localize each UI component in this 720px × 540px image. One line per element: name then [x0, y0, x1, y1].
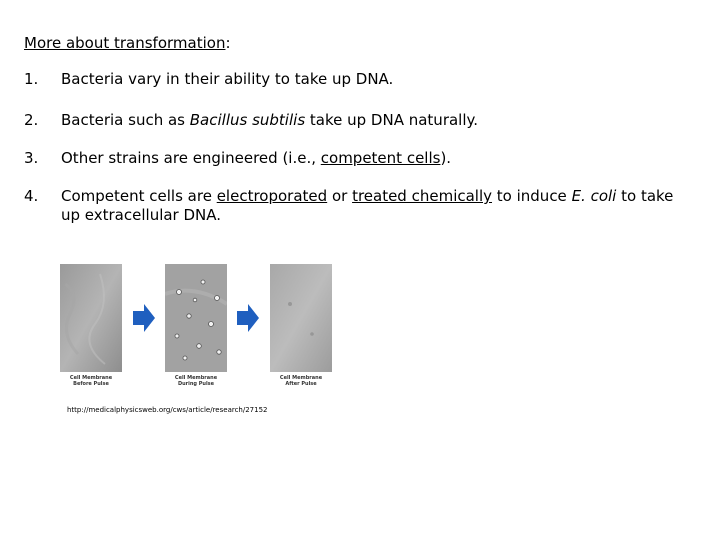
text-run: to induce — [492, 187, 572, 205]
item-number: 3. — [24, 149, 39, 167]
title-colon: : — [225, 34, 231, 52]
caption-line: Cell Membrane — [279, 375, 323, 381]
caption-after-pulse — [270, 375, 332, 387]
caption-before-pulse — [60, 375, 122, 387]
term-electroporated: electroporated — [216, 187, 328, 205]
item-text — [61, 149, 701, 168]
item-number: 1. — [24, 70, 39, 88]
species-name: E. coli — [571, 187, 617, 205]
micrograph-during-pulse — [165, 264, 227, 372]
micrograph-before-pulse — [60, 264, 122, 372]
item-number: 4. — [24, 187, 39, 205]
caption-line: After Pulse — [285, 381, 317, 387]
text-run: take up DNA naturally. — [305, 111, 479, 129]
text-run: Competent cells are — [61, 187, 217, 205]
item-text — [61, 187, 697, 225]
text-run: Bacteria vary in their ability to take up DNA. — [61, 70, 394, 88]
text-run: or — [327, 187, 353, 205]
item-text — [61, 70, 701, 89]
text-run: Bacteria such as — [61, 111, 190, 129]
source-link[interactable]: http://medicalphysicsweb.org/cws/article/research/27152 — [67, 406, 268, 414]
item-text — [61, 111, 701, 130]
title-text: More about transformation — [24, 34, 226, 52]
text-run: Other strains are engineered (i.e., — [61, 149, 321, 167]
species-name: Bacillus subtilis — [189, 111, 306, 129]
caption-line: During Pulse — [177, 381, 215, 387]
term-treated-chemically: treated chemically — [352, 187, 493, 205]
slide-title — [24, 34, 231, 52]
micrograph-after-pulse — [270, 264, 332, 372]
caption-line: Before Pulse — [73, 381, 109, 387]
item-number: 2. — [24, 111, 39, 129]
text-run: to take up extracellular DNA. — [61, 187, 674, 224]
caption-line: Cell Membrane — [69, 375, 113, 381]
caption-line: Cell Membrane — [174, 375, 218, 381]
term-competent-cells: competent cells — [320, 149, 441, 167]
caption-during-pulse — [165, 375, 227, 387]
arrow-right-icon — [133, 304, 155, 332]
arrow-right-icon — [237, 304, 259, 332]
text-run: ). — [440, 149, 452, 167]
